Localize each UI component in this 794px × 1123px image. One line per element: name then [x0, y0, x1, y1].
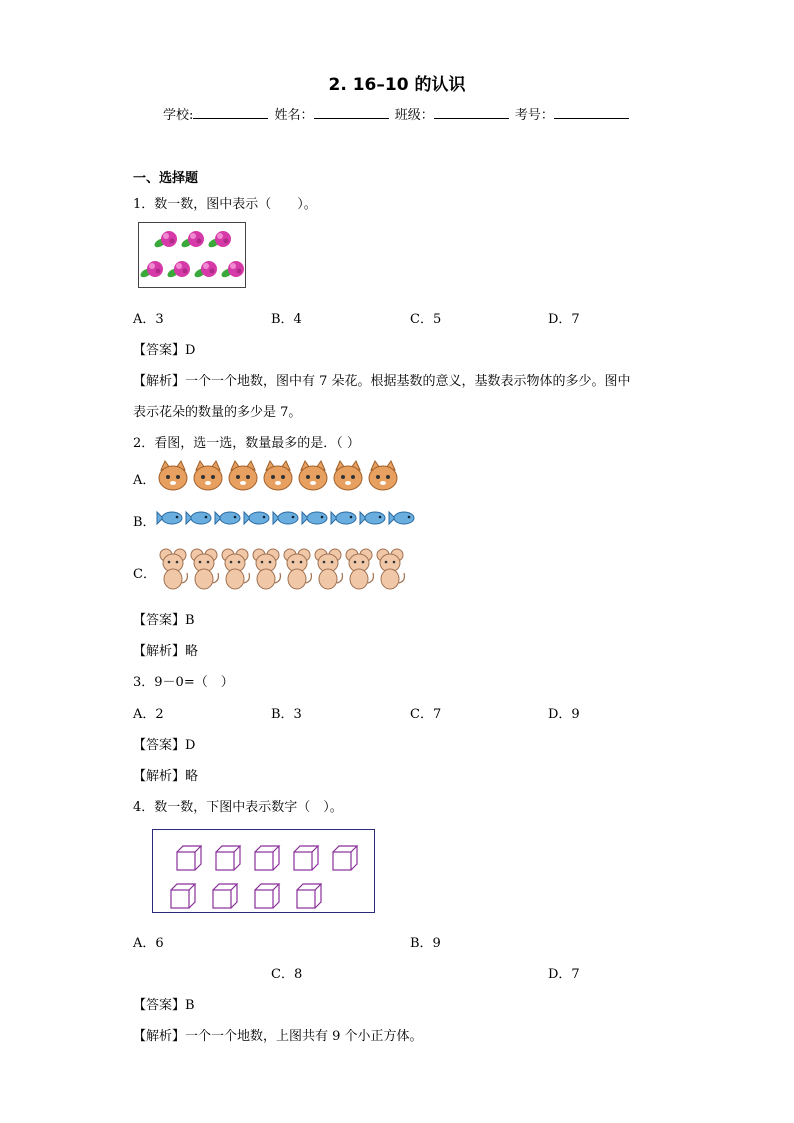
fish-icon [214, 509, 241, 527]
mouse-icon [345, 547, 375, 591]
q1-stem: 1．数一数，图中表示（ ）。 [133, 197, 317, 212]
mouse-icon [283, 547, 313, 591]
mouse-icon [159, 547, 189, 591]
cat-icon [332, 460, 364, 492]
q2-option-b: B． [133, 515, 156, 530]
q2-answer: 【答案】B [133, 613, 195, 628]
q4-option-d: D．7 [548, 967, 580, 982]
fish-icon [359, 509, 386, 527]
number-label: 考号： [514, 108, 554, 123]
flower-icon [166, 261, 190, 279]
cat-icon [297, 460, 329, 492]
cube-icon [177, 846, 201, 870]
fish-icon [156, 509, 183, 527]
fish-icon [185, 509, 212, 527]
q4-analysis: 【解析】一个一个地数，上图共有 9 个小正方体。 [133, 1029, 423, 1044]
cats-row [157, 460, 399, 492]
flower-icon [220, 261, 244, 279]
cat-icon [227, 460, 259, 492]
mouse-icon [252, 547, 282, 591]
q4-option-a: A．6 [133, 936, 164, 951]
q3-option-c: C．7 [410, 707, 442, 722]
q1-analysis-line2: 表示花朵的数量的多少是 7。 [133, 405, 302, 420]
mouse-icon [314, 547, 344, 591]
q1-analysis-line1: 【解析】一个一个地数，图中有 7 朵花。根据基数的意义，基数表示物体的多少。图中 [133, 374, 631, 389]
q3-option-b: B．3 [271, 707, 302, 722]
fish-icon [301, 509, 328, 527]
cube-icon [255, 884, 279, 908]
name-blank [314, 106, 389, 119]
flower-icon [207, 231, 231, 249]
mouse-icon [376, 547, 406, 591]
cube-icon [255, 846, 279, 870]
q2-analysis: 【解析】略 [133, 644, 199, 659]
cat-icon [367, 460, 399, 492]
q3-option-a: A．2 [133, 707, 164, 722]
flower-icon [193, 261, 217, 279]
section-heading: 一、选择题 [133, 171, 199, 186]
q1-option-b: B．4 [271, 312, 302, 327]
fish-icon [330, 509, 357, 527]
mouse-icon [221, 547, 251, 591]
cat-icon [157, 460, 189, 492]
class-label: 班级： [394, 108, 434, 123]
cube-icon [171, 884, 195, 908]
fish-icon [243, 509, 270, 527]
cat-icon [262, 460, 294, 492]
fish-row [156, 509, 415, 527]
cube-icon [297, 884, 321, 908]
flowers-illustration [139, 223, 245, 287]
q3-analysis: 【解析】略 [133, 769, 199, 784]
q4-cube-image [152, 829, 375, 913]
q1-answer: 【答案】D [133, 343, 196, 358]
q4-stem: 4．数一数，下图中表示数字（ ）。 [133, 800, 343, 815]
q2-option-a: A． [133, 473, 156, 488]
q3-stem: 3．9－0=（ ） [133, 675, 234, 690]
school-blank [193, 106, 268, 119]
class-blank [434, 106, 509, 119]
q1-option-c: C．5 [410, 312, 442, 327]
q4-option-c: C．8 [271, 967, 303, 982]
cube-icon [333, 846, 357, 870]
cube-icon [294, 846, 318, 870]
q2-option-c: C． [133, 567, 156, 582]
fish-icon [388, 509, 415, 527]
cubes-illustration [153, 830, 374, 912]
q3-answer: 【答案】D [133, 738, 196, 753]
cube-icon [216, 846, 240, 870]
flower-icon [153, 231, 177, 249]
page-title: 2. 16–10 的认识 [328, 75, 466, 95]
q1-flower-image [138, 222, 246, 288]
mice-row [159, 547, 406, 591]
name-label: 姓名： [274, 108, 314, 123]
cat-icon [192, 460, 224, 492]
fish-icon [272, 509, 299, 527]
student-info-line [163, 104, 631, 123]
q4-option-b: B．9 [410, 936, 441, 951]
q4-answer: 【答案】B [133, 998, 195, 1013]
q2-stem: 2．看图，选一选，数量最多的是．（ ） [133, 436, 360, 451]
q1-option-d: D．7 [548, 312, 580, 327]
school-label: 学校: [163, 108, 194, 123]
flower-icon [139, 261, 163, 279]
q3-option-d: D．9 [548, 707, 580, 722]
cube-icon [213, 884, 237, 908]
q1-option-a: A．3 [133, 312, 164, 327]
flower-icon [180, 231, 204, 249]
number-blank [554, 106, 629, 119]
mouse-icon [190, 547, 220, 591]
